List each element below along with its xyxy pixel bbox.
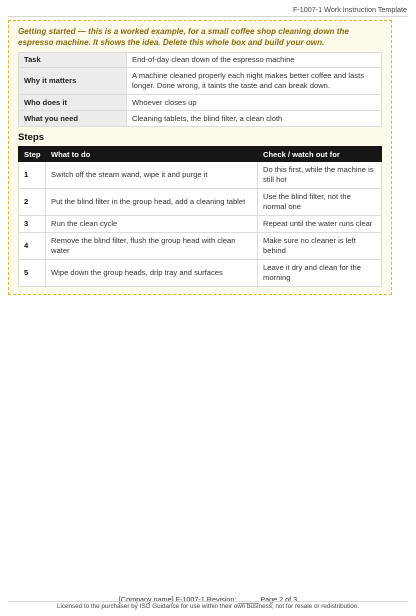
info-value: Cleaning tablets, the blind filter, a clean cloth [127, 111, 382, 127]
footer-page-info: [Company name] F-1007-1 Revision: _____ Page 2 of 3 [118, 595, 298, 604]
step-check: Repeat until the water runs clear [258, 216, 382, 233]
info-label: Task [19, 53, 127, 68]
step-action: Remove the blind filter, flush the group head with clean water [46, 233, 258, 260]
step-check: Make sure no cleaner is left behind [258, 233, 382, 260]
footer-divider [8, 601, 408, 602]
step-action: Put the blind filter in the group head, add a cleaning tablet [46, 189, 258, 216]
step-row [19, 162, 382, 189]
step-number: 1 [19, 162, 46, 189]
step-number: 5 [19, 260, 46, 287]
info-row-who [19, 95, 382, 111]
info-value: End-of-day clean down of the espresso machine [127, 53, 382, 68]
info-label: Who does it [19, 95, 127, 111]
step-row [19, 216, 382, 233]
info-value: A machine cleaned properly each night makes better coffee and lasts longer. Done wrong, it taints the taste and can break down. [127, 68, 382, 95]
step-number: 2 [19, 189, 46, 216]
example-note: Getting started — this is a worked example, for a small coffee shop cleaning down the espresso machine. It shows the idea. Delete this whole box and build your own. [18, 27, 349, 47]
worked-example-box [8, 20, 392, 295]
footer-license: Licensed to the purchaser by ISO Guidance for use within their own business; not for resale or redistribution. [56, 603, 360, 610]
form-reference: F-1007-1 Work Instruction Template [293, 5, 407, 14]
step-check: Use the blind filter, not the normal one [258, 189, 382, 216]
info-row-needs [19, 111, 382, 127]
step-row [19, 233, 382, 260]
step-row [19, 260, 382, 287]
step-row [19, 189, 382, 216]
task-info-table [18, 52, 382, 127]
steps-header-row [19, 147, 382, 162]
steps-heading: Steps [18, 132, 45, 143]
info-row-task [19, 53, 382, 68]
info-label: What you need [19, 111, 127, 127]
info-label: Why it matters [19, 68, 127, 95]
info-value: Whoever closes up [127, 95, 382, 111]
step-number: 3 [19, 216, 46, 233]
info-row-why [19, 68, 382, 95]
step-check: Leave it dry and clean for the morning [258, 260, 382, 287]
step-action: Run the clean cycle [46, 216, 258, 233]
column-header-check: Check / watch out for [258, 147, 382, 162]
step-check: Do this first, while the machine is still hot [258, 162, 382, 189]
steps-table [18, 146, 382, 287]
step-action: Wipe down the group heads, drip tray and surfaces [46, 260, 258, 287]
column-header-step: Step [19, 147, 46, 162]
step-number: 4 [19, 233, 46, 260]
column-header-what: What to do [46, 147, 258, 162]
header-divider [8, 16, 408, 17]
step-action: Switch off the steam wand, wipe it and purge it [46, 162, 258, 189]
